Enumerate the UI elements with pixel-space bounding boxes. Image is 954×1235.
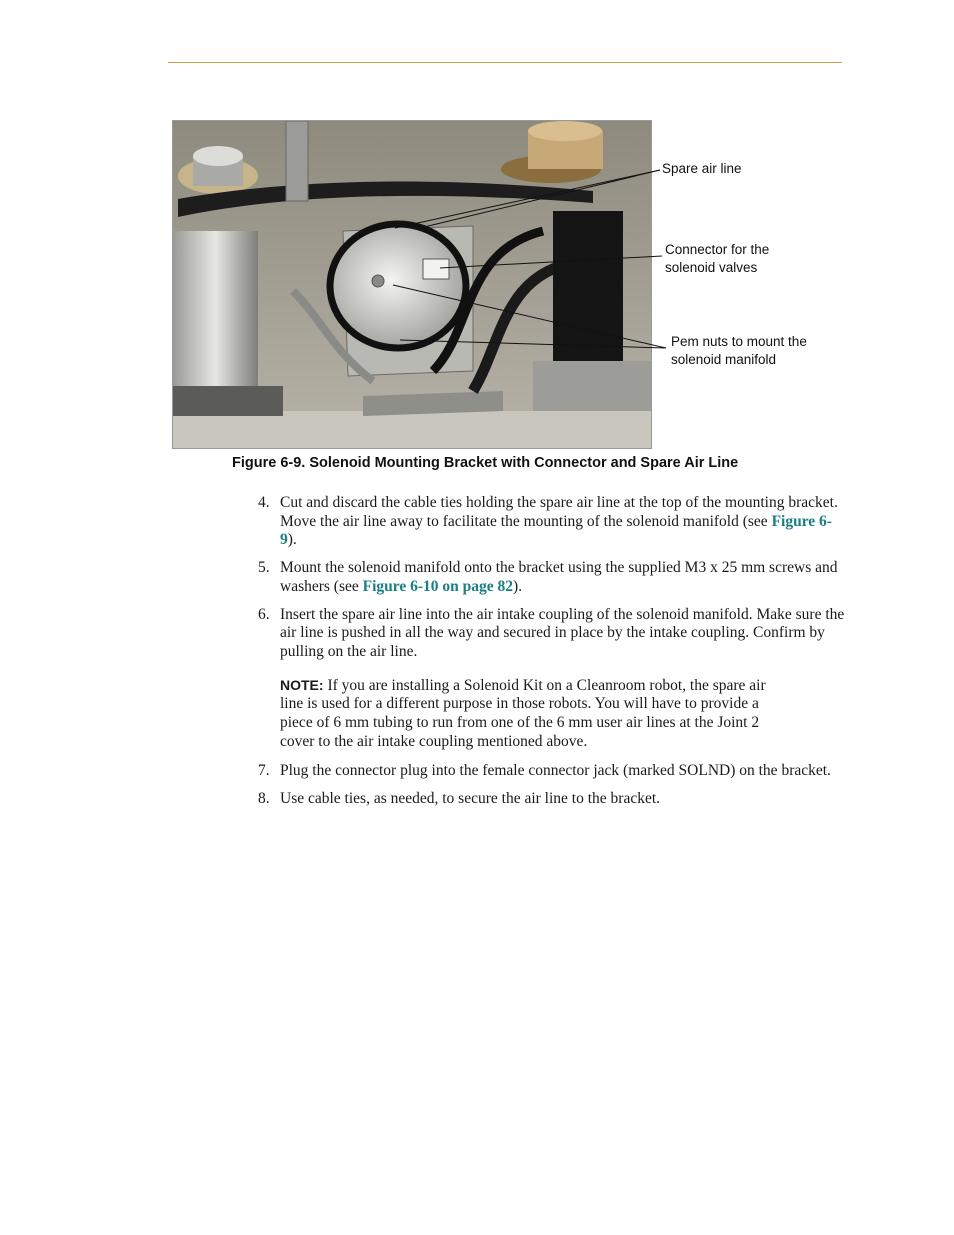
- step-number: 7.: [258, 762, 270, 780]
- note-label: NOTE:: [280, 676, 324, 693]
- header-rule: [168, 62, 842, 63]
- step-text-end: ).: [513, 577, 523, 595]
- callout-pem-nuts: [671, 333, 807, 369]
- step-item: [258, 790, 848, 809]
- step-text: Use cable ties, as needed, to secure the air line to the bracket.: [280, 790, 661, 808]
- step-number: 5.: [258, 559, 270, 577]
- note-block: [280, 676, 790, 752]
- step-item: [258, 762, 848, 781]
- figure-photo: [172, 120, 652, 449]
- callout-line: Spare air line: [662, 161, 742, 176]
- figure-link[interactable]: Figure 6-9: [280, 512, 832, 549]
- callout-connector: [665, 241, 769, 277]
- step-item: [258, 559, 848, 596]
- step-text: Plug the connector plug into the female connector jack (marked SOLND) on the bracket.: [280, 762, 831, 780]
- step-text: Cut and discard the cable ties holding the spare air line at the top of the mounting bracket. Move the air line away to facilitate the mounting of the solenoid manifold (see: [280, 494, 838, 530]
- step-text: Mount the solenoid manifold onto the bracket using the supplied M3 x 25 mm screws and washers (see: [280, 559, 838, 595]
- step-text-end: ).: [287, 531, 297, 549]
- callout-spare-air-line: [662, 160, 742, 178]
- step-number: 4.: [258, 494, 270, 511]
- step-item: [258, 494, 848, 550]
- step-number: 8.: [258, 790, 270, 808]
- step-item: [258, 606, 848, 662]
- step-text: Insert the spare air line into the air intake coupling of the solenoid manifold. Make sure the air line is pushed in all the way and secured in place by the intake coupling. Confirm by pulling on the air line.: [280, 605, 845, 660]
- callout-line: solenoid valves: [665, 260, 758, 275]
- note-text: If you are installing a Solenoid Kit on a Cleanroom robot, the spare air line is used for a different purpose in those robots. You will have to provide a piece of 6 mm tubing to run from one of the 6 mm user air lines at the Joint 2 cover to the air intake coupling mentioned above.: [280, 676, 766, 750]
- solenoid-bracket-photo: [173, 121, 651, 448]
- figure-caption: Figure 6-9. Solenoid Mounting Bracket with Connector and Spare Air Line: [232, 455, 739, 471]
- procedure-steps: [258, 494, 848, 818]
- callout-line: Pem nuts to mount the: [671, 334, 807, 349]
- figure-link[interactable]: Figure 6-10 on page 82: [362, 577, 514, 595]
- callout-line: Connector for the: [665, 242, 770, 257]
- step-number: 6.: [258, 605, 270, 623]
- callout-line: solenoid manifold: [671, 352, 777, 367]
